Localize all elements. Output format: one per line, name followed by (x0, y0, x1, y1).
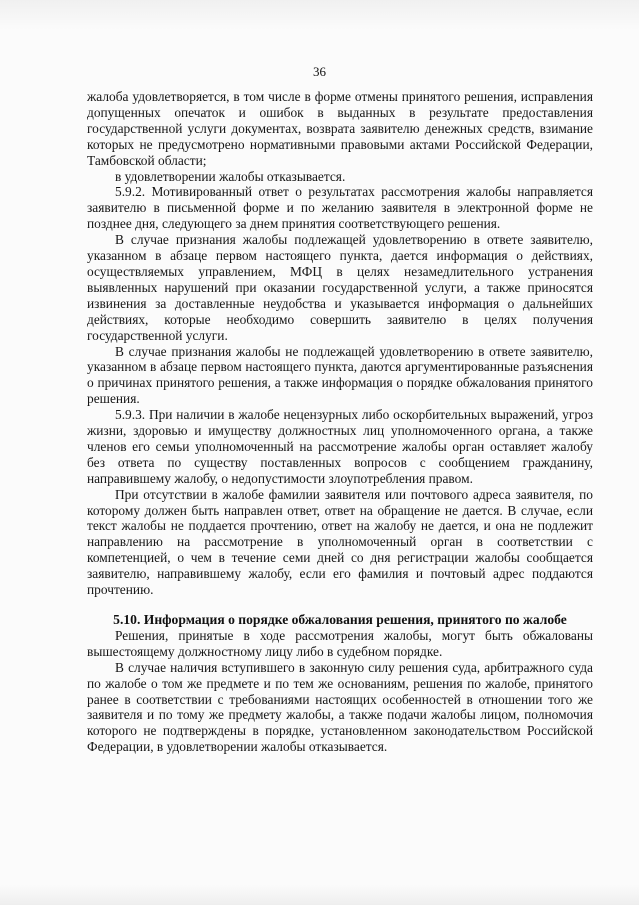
paragraph-court-decision: В случае наличия вступившего в законную силу решения суда, арбитражного суда по жалобе о том же предмете и по тем же основаниям, решения по жалобе, принятого ранее в соответствии с требованиями настоящих особенностей в отношении того же заявителя и по тому же предмету жалобы, а также подачи жалобы лицом, полномочия которого не подтверждены в порядке, установленном законодательством Российской Федерации, в удовлетворении жалобы отказывается. (87, 659, 593, 755)
paragraph-5-9-2: 5.9.2. Мотивированный ответ о результатах рассмотрения жалобы направляется заявителю в письменной форме и по желанию заявителя в электронной форме не позднее дня, следующего за днем принятия соответствующего решения. (87, 184, 593, 232)
paragraph-complaint-satisfied: В случае признания жалобы подлежащей удовлетворению в ответе заявителю, указанном в абзаце первом настоящего пункта, дается информация о действиях, осуществляемых управлением, МФЦ в целях незамедлительного устранения выявленных нарушений при оказании государственной услуги, а также приносятся извинения за доставленные неудобства и указывается информация о дальнейших действиях, которые необходимо совершить заявителю в целях получения государственной услуги. (87, 232, 593, 343)
scan-edge-bottom (0, 885, 639, 905)
paragraph-appeal: Решения, принятые в ходе рассмотрения жалобы, могут быть обжалованы вышестоящему должностному лицу либо в судебном порядке. (87, 627, 593, 659)
section-heading-5-10: 5.10. Информация о порядке обжалования решения, принятого по жалобе (113, 612, 567, 627)
paragraph-5-9-3: 5.9.3. При наличии в жалобе нецензурных либо оскорбительных выражений, угроз жизни, здоровью и имуществу должностных лиц уполномоченного органа, а также членов его семьи уполномоченный на рассмотрение жалобы орган оставляет жалобу без ответа по существу поставленных вопросов с сообщением гражданину, направившему жалобу, о недопустимости злоупотребления правом. (87, 407, 593, 486)
paragraph-continuation: жалоба удовлетворяется, в том числе в форме отмены принятого решения, исправления допущенных опечаток и ошибок в выданных в результате предоставления государственной услуги документах, возврата заявителю денежных средств, взимание которых не предусмотрено нормативными правовыми актами Российской Федерации, Тамбовской области; (87, 89, 593, 168)
paragraph-missing-address: При отсутствии в жалобе фамилии заявителя или почтового адреса заявителя, по которому должен быть направлен ответ, ответ на обращение не дается. В случае, если текст жалобы не поддается прочтению, ответ на жалобу не дается, и она не подлежит направлению на рассмотрение в уполномоченный орган в соответствии с компетенцией, о чем в течение семи дней со дня регистрации жалобы сообщается заявителю, направившему жалобу, если его фамилия и почтовый адрес поддаются прочтению. (87, 486, 593, 598)
document-body (87, 89, 593, 755)
paragraph-complaint-not-satisfied: В случае признания жалобы не подлежащей удовлетворению в ответе заявителю, указанном в абзаце первом настоящего пункта, даются аргументированные разъяснения о причинах принятого решения, а также информация о порядке обжалования принятого решения. (87, 343, 593, 407)
scan-edge-top (0, 0, 639, 30)
paragraph-refusal: в удовлетворении жалобы отказывается. (115, 168, 346, 184)
page-number: 36 (313, 64, 326, 79)
